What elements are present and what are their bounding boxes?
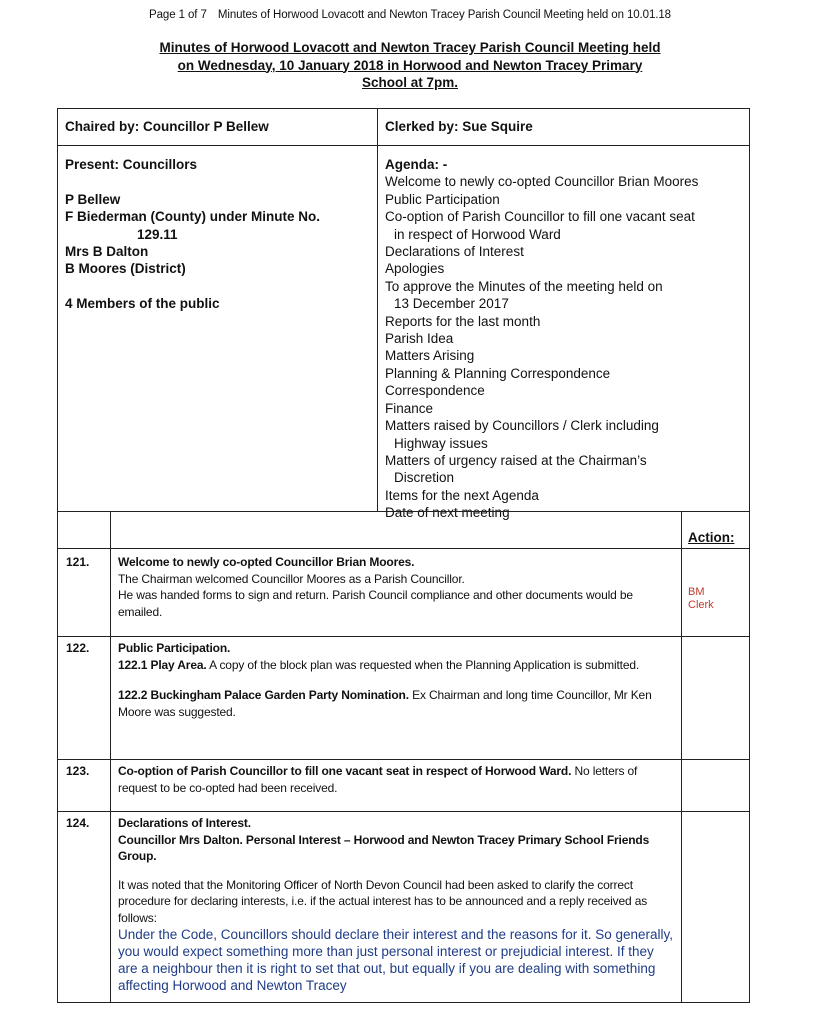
minute-subtitle: Councillor Mrs Dalton. Personal Interest – Horwood and Newton Tracey Primary School Friends Group. xyxy=(118,832,650,863)
action-bm: BM xyxy=(688,586,705,598)
agenda-item: Apologies xyxy=(385,261,445,277)
sub-item-label: 122.1 Play Area. xyxy=(118,657,207,672)
present-heading: Present: Councillors xyxy=(65,157,198,172)
agenda-item: Welcome to newly co-opted Councillor Brian Moores xyxy=(385,174,699,190)
present-agenda-table xyxy=(57,145,750,521)
minute-paragraph: The Chairman welcomed Councillor Moores as a Parish Councillor. xyxy=(118,571,465,586)
agenda-item: Items for the next Agenda xyxy=(385,487,539,503)
agenda-item: Matters of urgency raised at the Chairman’s xyxy=(385,452,647,468)
minute-number: 122. xyxy=(66,641,90,655)
agenda-item: Discretion xyxy=(394,470,455,486)
minute-number: 123. xyxy=(66,764,90,778)
agenda-heading: Agenda: - xyxy=(385,157,448,172)
document-title-line-1: Minutes of Horwood Lovacott and Newton Tracey Parish Council Meeting held xyxy=(159,40,661,55)
sub-item-text: A copy of the block plan was requested when the Planning Application is submitted. xyxy=(206,657,640,672)
minute-body: No letters of request to be co-opted had been received. xyxy=(118,764,638,795)
document-title-line-3: School at 7pm. xyxy=(361,75,459,90)
present-member: Mrs B Dalton xyxy=(65,244,149,260)
minute-text xyxy=(118,763,674,796)
minute-row-122 xyxy=(58,636,749,759)
table-divider xyxy=(377,109,378,145)
agenda-item: Reports for the last month xyxy=(385,313,541,329)
minute-text xyxy=(118,640,674,720)
sub-item-text: Ex Chairman and long time Councillor, Mr Ken Moore was suggested. xyxy=(118,688,652,719)
page-number: Page 1 of 7 xyxy=(149,9,207,21)
present-member: F Biederman (County) under Minute No. xyxy=(65,209,320,225)
minute-title: Co-option of Parish Councillor to fill one vacant seat in respect of Horwood Ward. xyxy=(118,764,572,778)
agenda-item: Parish Idea xyxy=(385,331,454,347)
agenda-item: Matters Arising xyxy=(385,348,475,364)
minute-title: Declarations of Interest. xyxy=(118,816,251,830)
page-header xyxy=(0,9,820,21)
minute-paragraph xyxy=(118,687,674,720)
action-initials xyxy=(688,586,714,612)
page-header-title: Minutes of Horwood Lovacott and Newton Tracey Parish Council Meeting held on 10.01.18 xyxy=(217,9,671,21)
minute-row-123 xyxy=(58,759,749,811)
agenda-list xyxy=(385,156,698,522)
action-clerk: Clerk xyxy=(688,599,714,611)
members-of-public: 4 Members of the public xyxy=(65,296,220,312)
present-list xyxy=(65,156,320,313)
agenda-item: in respect of Horwood Ward xyxy=(394,226,561,242)
agenda-item: Co-option of Parish Councillor to fill one vacant seat xyxy=(385,209,695,225)
sub-item-label: 122.2 Buckingham Palace Garden Party Nomination. xyxy=(118,688,409,702)
minute-paragraph: He was handed forms to sign and return. Parish Council compliance and other documents would be emailed. xyxy=(118,588,633,619)
table-divider xyxy=(377,146,378,511)
chair-clerk-table xyxy=(57,108,750,146)
present-member: B Moores (District) xyxy=(65,261,186,277)
minute-paragraph: It was noted that the Monitoring Officer of North Devon Council had been asked to clarify the correct procedure for declaring interests, i.e. if the actual interest has to be announced and a reply received as follows: xyxy=(118,877,648,925)
clerked-by: Clerked by: Sue Squire xyxy=(385,119,533,134)
present-member: P Bellew xyxy=(65,191,121,207)
agenda-item: Public Participation xyxy=(385,191,500,207)
agenda-item: Planning & Planning Correspondence xyxy=(385,365,611,381)
minute-row-121 xyxy=(58,548,749,636)
agenda-item: To approve the Minutes of the meeting held on xyxy=(385,278,663,294)
agenda-item: Correspondence xyxy=(385,383,485,399)
minute-title: Welcome to newly co-opted Councillor Brian Moores. xyxy=(118,555,415,569)
minutes-table xyxy=(57,511,750,1003)
minute-number: 121. xyxy=(66,555,90,569)
chaired-by: Chaired by: Councillor P Bellew xyxy=(65,119,269,134)
agenda-item: Finance xyxy=(385,400,434,416)
minute-row-124 xyxy=(58,811,749,1003)
action-column-header: Action: xyxy=(688,530,735,545)
document-title-line-2: on Wednesday, 10 January 2018 in Horwood and Newton Tracey Primary xyxy=(177,57,643,73)
agenda-item: Matters raised by Councillors / Clerk including xyxy=(385,418,659,434)
minute-text xyxy=(118,554,674,620)
agenda-item: Highway issues xyxy=(394,435,488,451)
agenda-item: 13 December 2017 xyxy=(394,296,509,312)
agenda-item: Date of next meeting xyxy=(385,505,510,521)
present-member-minute: 129.11 xyxy=(137,226,178,242)
minute-paragraph xyxy=(118,763,674,796)
document-title xyxy=(110,39,710,92)
minute-number: 124. xyxy=(66,816,90,830)
agenda-item: Declarations of Interest xyxy=(385,244,524,260)
minute-paragraph xyxy=(118,657,674,674)
minute-title: Public Participation. xyxy=(118,641,231,655)
minute-text xyxy=(118,815,674,994)
monitoring-officer-quote: Under the Code, Councillors should declare their interest and the reasons for it. So generally, you would expect something more than just personal interest or prejudicial interest. If they are a neighbour then it is right to set that out, but equally if you are dealing with something affecting Horwood and Newton Tracey xyxy=(118,927,674,993)
